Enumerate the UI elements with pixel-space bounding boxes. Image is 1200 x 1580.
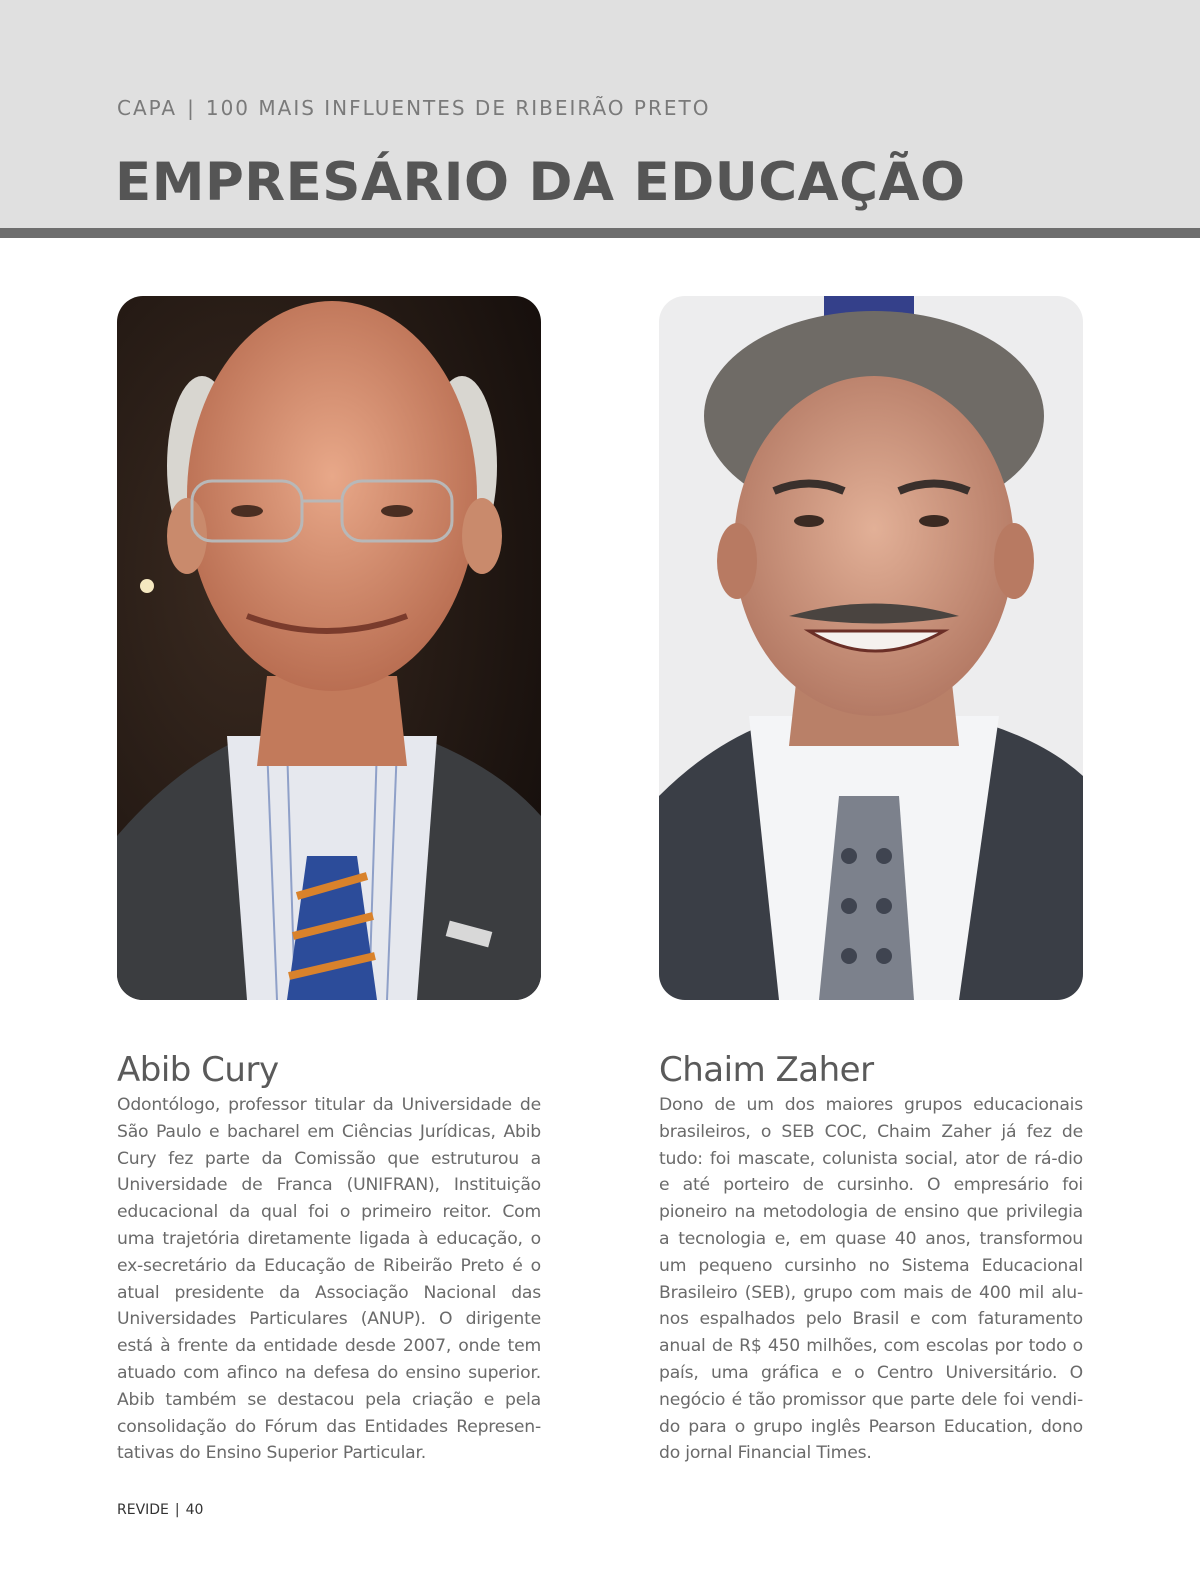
- profile-name: Abib Cury: [117, 1050, 279, 1090]
- magazine-name: REVIDE: [117, 1502, 169, 1518]
- profile-bio: Dono de um dos maiores grupos educacionais brasileiros, o SEB COC, Chaim Zaher já fez de tudo: foi mascate, colunista social, ator de rá-dio e até porteiro de cursinho. O empresário foi pioneiro na metodologia de ensino que privilegia a tecnologia e, em quase 40 anos, transformou um pequeno cursinho no Sistema Educacional Brasileiro (SEB), grupo com mais de 400 mil alu-nos espalhados pelo Brasil e com faturamento anual de R$ 450 milhões, com escolas por todo o país, uma gráfica e o Centro Universitário. O negócio é tão promissor que parte dele foi vendi-do para o grupo inglês Pearson Education, dono do jornal Financial Times.: [659, 1095, 1083, 1464]
- header-rule: [0, 228, 1200, 238]
- page-number: 40: [185, 1502, 204, 1518]
- section-kicker: [117, 96, 710, 120]
- page-title: EMPRESÁRIO DA EDUCAÇÃO: [115, 152, 966, 213]
- profile-chaim-zaher: [659, 1050, 1083, 1467]
- profile-bio: Odontólogo, professor titular da Universidade de São Paulo e bacharel em Ciências Jurídicas, Abib Cury fez parte da Comissão que estruturou a Universidade de Franca (UNIFRAN), Instituição educacional da qual foi o primeiro reitor. Com uma trajetória diretamente ligada à educação, o ex-secretário da Educação de Ribeirão Preto é o atual presidente da Associação Nacional das Universidades Particulares (ANUP). O dirigente está à frente da entidade desde 2007, onde tem atuado com afinco na defesa do ensino superior. Abib também se destacou pela criação e pela consolidação do Fórum das Entidades Represen-tativas do Ensino Superior Particular.: [117, 1095, 541, 1464]
- portrait-abib-cury: [117, 296, 541, 1000]
- section-label: CAPA: [117, 96, 178, 120]
- footer-separator: |: [174, 1502, 180, 1518]
- profile-abib-cury: [117, 1050, 541, 1467]
- series-label: 100 MAIS INFLUENTES DE RIBEIRÃO PRETO: [205, 96, 711, 120]
- portrait-chaim-zaher: [659, 296, 1083, 1000]
- profile-name: Chaim Zaher: [659, 1050, 874, 1090]
- kicker-separator: |: [187, 96, 196, 120]
- page-footer: [117, 1502, 203, 1518]
